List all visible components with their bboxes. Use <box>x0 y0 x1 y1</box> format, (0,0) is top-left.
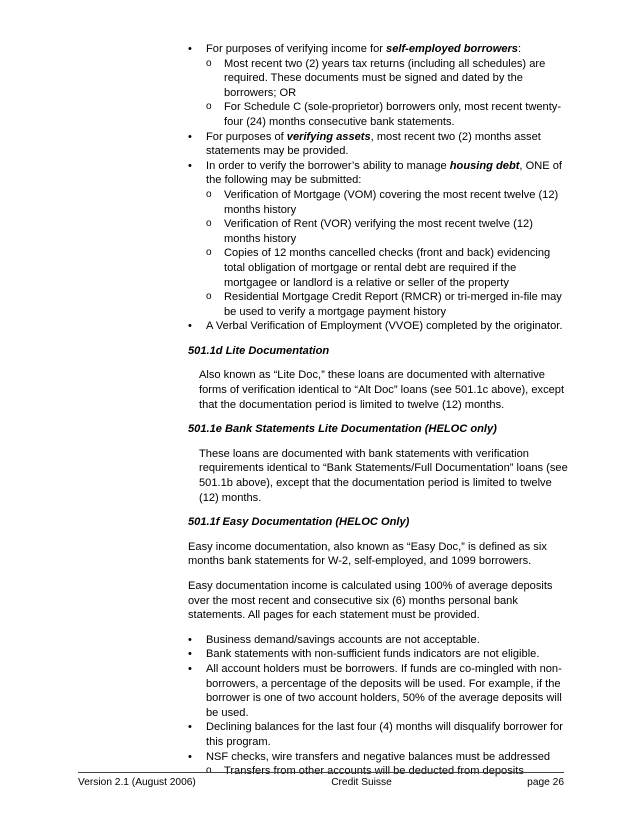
bullet-icon: • <box>188 130 192 143</box>
sub-item-tax-returns: o Most recent two (2) years tax returns (including all schedules) are required. These documents must be signed and dated by the borrowers; OR <box>206 57 546 99</box>
bullet-icon: • <box>188 648 192 661</box>
bullet-nsf-indicators: • Bank statements with non-sufficient funds indicators are not eligible. <box>188 648 540 661</box>
footer-version: Version 2.1 (August 2006) <box>78 777 196 788</box>
bullet-business-accounts: • Business demand/savings accounts are not acceptable. <box>188 633 480 646</box>
sub-item-vor: o Verification of Rent (VOR) verifying the most recent twelve (12) months history <box>206 218 533 245</box>
page-footer <box>78 772 564 791</box>
bullet-icon: • <box>188 633 192 646</box>
section-heading-lite-doc: 501.1d Lite Documentation <box>188 344 330 357</box>
bullet-assets: • For purposes of verifying assets, most recent two (2) months asset statements may be provided. <box>188 130 541 158</box>
bullet-icon: • <box>188 159 192 172</box>
circle-bullet-icon: o <box>206 765 212 777</box>
bullet-self-employed: • For purposes of verifying income for self-employed borrowers: <box>188 43 522 55</box>
bullet-icon: • <box>188 721 192 734</box>
bullet-icon: • <box>188 662 192 675</box>
section-heading-easy-doc: 501.1f Easy Documentation (HELOC Only) <box>188 516 410 529</box>
section-heading-bank-statements-lite: 501.1e Bank Statements Lite Documentation (HELOC only) <box>188 423 497 436</box>
bullet-icon: • <box>188 43 192 55</box>
sub-item-vom: o Verification of Mortgage (VOM) covering the most recent twelve (12) months history <box>206 188 559 216</box>
footer-company: Credit Suisse <box>331 777 392 788</box>
bullet-account-holders: • All account holders must be borrowers. If funds are co-mingled with non-borrowers, a percentage of the deposits will be used. For example, if the borrower is one of two account holders, 50% of the average deposits will be used. <box>188 662 562 719</box>
page-content <box>188 42 572 779</box>
section-body-easy-doc-2: Easy documentation income is calculated using 100% of average deposits over the most recent and consecutive six (6) months personal bank statements. All pages for each statement must be provided. <box>188 580 553 622</box>
circle-bullet-icon: o <box>206 57 212 69</box>
sub-item-rmcr: o Residential Mortgage Credit Report (RMCR) or tri-merged in-file may be used to verify a mortgage payment history <box>206 291 562 318</box>
bullet-vvoe: • A Verbal Verification of Employment (VVOE) completed by the originator. <box>188 320 563 333</box>
bullet-icon: • <box>188 320 192 333</box>
circle-bullet-icon: o <box>206 247 212 259</box>
sub-item-schedule-c: o For Schedule C (sole-proprietor) borrowers only, most recent twenty-four (24) months consecutive bank statements. <box>206 101 562 128</box>
section-body-easy-doc-1: Easy income documentation, also known as “Easy Doc,” is defined as six months bank statements for W-2, self-employed, and 1099 borrowers. <box>188 540 547 568</box>
footer-page-number: page 26 <box>527 777 564 788</box>
section-body-lite-doc: Also known as “Lite Doc,” these loans are documented with alternative forms of verification identical to “Alt Doc” loans (see 501.1c above), except that the documentation period is limited to twelve (12) months. <box>199 369 565 411</box>
bullet-nsf-checks: • NSF checks, wire transfers and negative balances must be addressed <box>188 750 551 763</box>
circle-bullet-icon: o <box>206 101 212 113</box>
easy-doc-bullets <box>188 633 572 779</box>
bullet-declining-balances: • Declining balances for the last four (4) months will disqualify borrower for this program. <box>188 721 564 748</box>
circle-bullet-icon: o <box>206 218 212 230</box>
sub-item-transfers: o Transfers from other accounts will be deducted from deposits <box>206 765 524 778</box>
circle-bullet-icon: o <box>206 188 212 200</box>
bullet-icon: • <box>188 750 192 763</box>
section-body-bank-statements-lite: These loans are documented with bank statements with verification requirements identical to “Bank Statements/Full Documentation” loans (see 501.1b above), except that the documentation period is limited to twelve (12) months. <box>199 447 568 504</box>
bullet-housing-debt: • In order to verify the borrower’s ability to manage housing debt, ONE of the following may be submitted: <box>188 159 562 187</box>
circle-bullet-icon: o <box>206 291 212 303</box>
sub-item-cancelled-checks: o Copies of 12 months cancelled checks (front and back) evidencing total obligation of mortgage or rental debt are required if the mortgagee or landlord is a relative or seller of the property <box>206 247 551 289</box>
